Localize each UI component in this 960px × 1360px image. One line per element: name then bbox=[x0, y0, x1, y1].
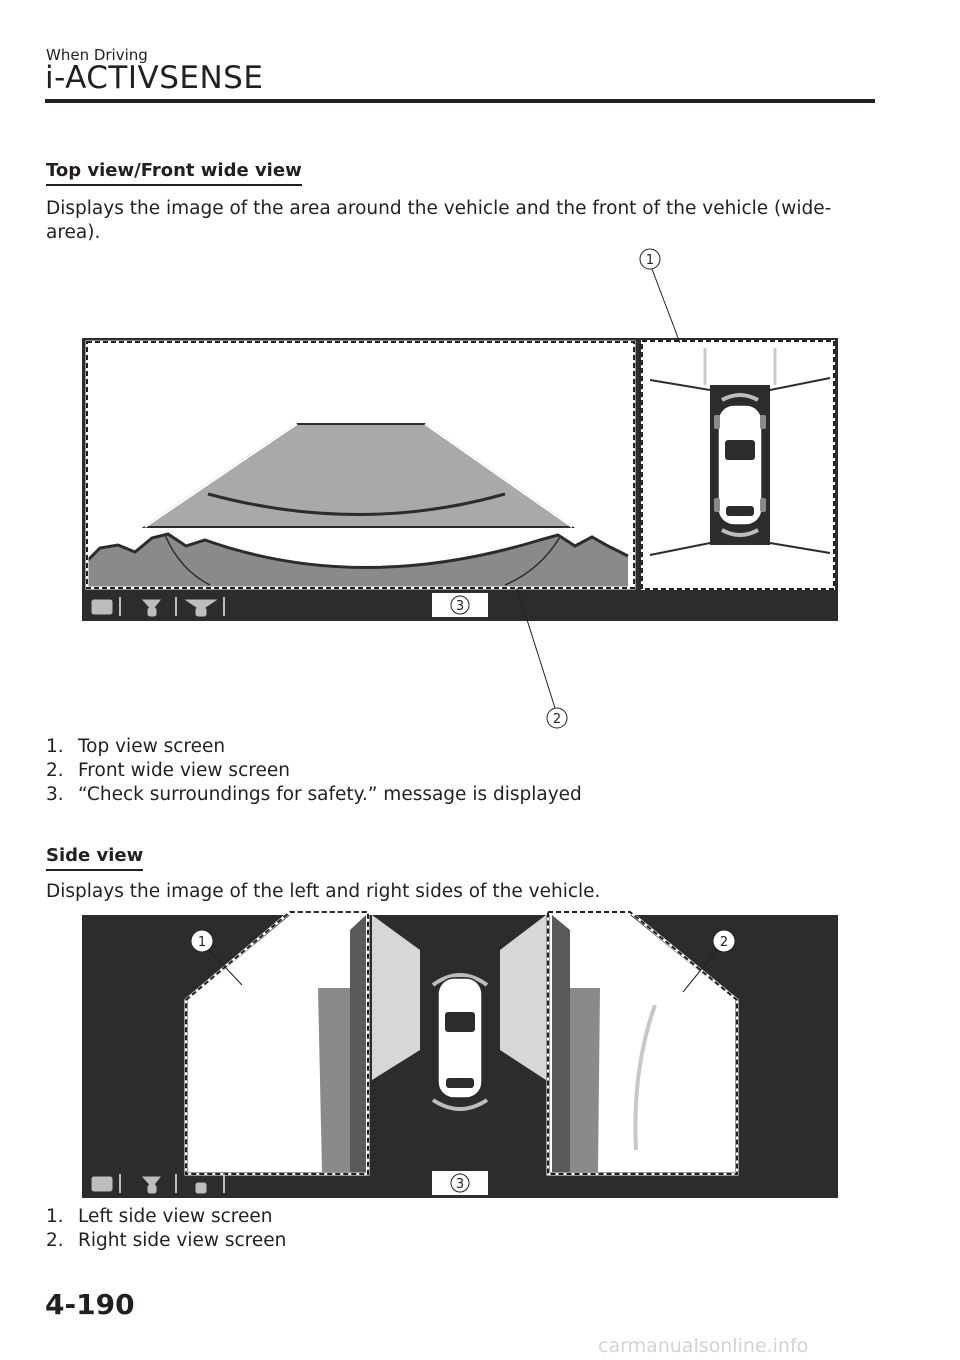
list-item: 1. Left side view screen bbox=[46, 1206, 273, 1227]
callout-1-label: 1 bbox=[197, 935, 207, 950]
top-view-heading: Top view/Front wide view bbox=[46, 160, 302, 186]
list-item: 2. Front wide view screen bbox=[46, 760, 290, 781]
callout-1-label: 1 bbox=[645, 253, 655, 268]
side-view-legend bbox=[46, 1205, 286, 1253]
list-item: 1. Top view screen bbox=[46, 736, 226, 757]
side-view-description: Displays the image of the left and right sides of the vehicle. bbox=[46, 881, 601, 902]
list-item: 2. Right side view screen bbox=[46, 1230, 287, 1251]
side-view-heading: Side view bbox=[46, 845, 143, 871]
callout-2-label: 2 bbox=[552, 712, 562, 727]
page-number: 4-190 bbox=[45, 1288, 135, 1321]
callout-3-label: 3 bbox=[455, 1177, 465, 1192]
section-title: i-ACTIVSENSE bbox=[45, 60, 264, 96]
chapter-title: When Driving bbox=[46, 46, 148, 64]
footer-link[interactable]: carmanualsonline.info bbox=[598, 1335, 809, 1357]
callout-3-label: 3 bbox=[455, 599, 465, 614]
car-icon bbox=[438, 978, 482, 1098]
list-item: 3. “Check surroundings for safety.” message is displayed bbox=[46, 784, 582, 805]
top-view-description: Displays the image of the area around the vehicle and the front of the vehicle (wide-area). bbox=[46, 198, 832, 243]
callout-2-label: 2 bbox=[719, 935, 729, 950]
